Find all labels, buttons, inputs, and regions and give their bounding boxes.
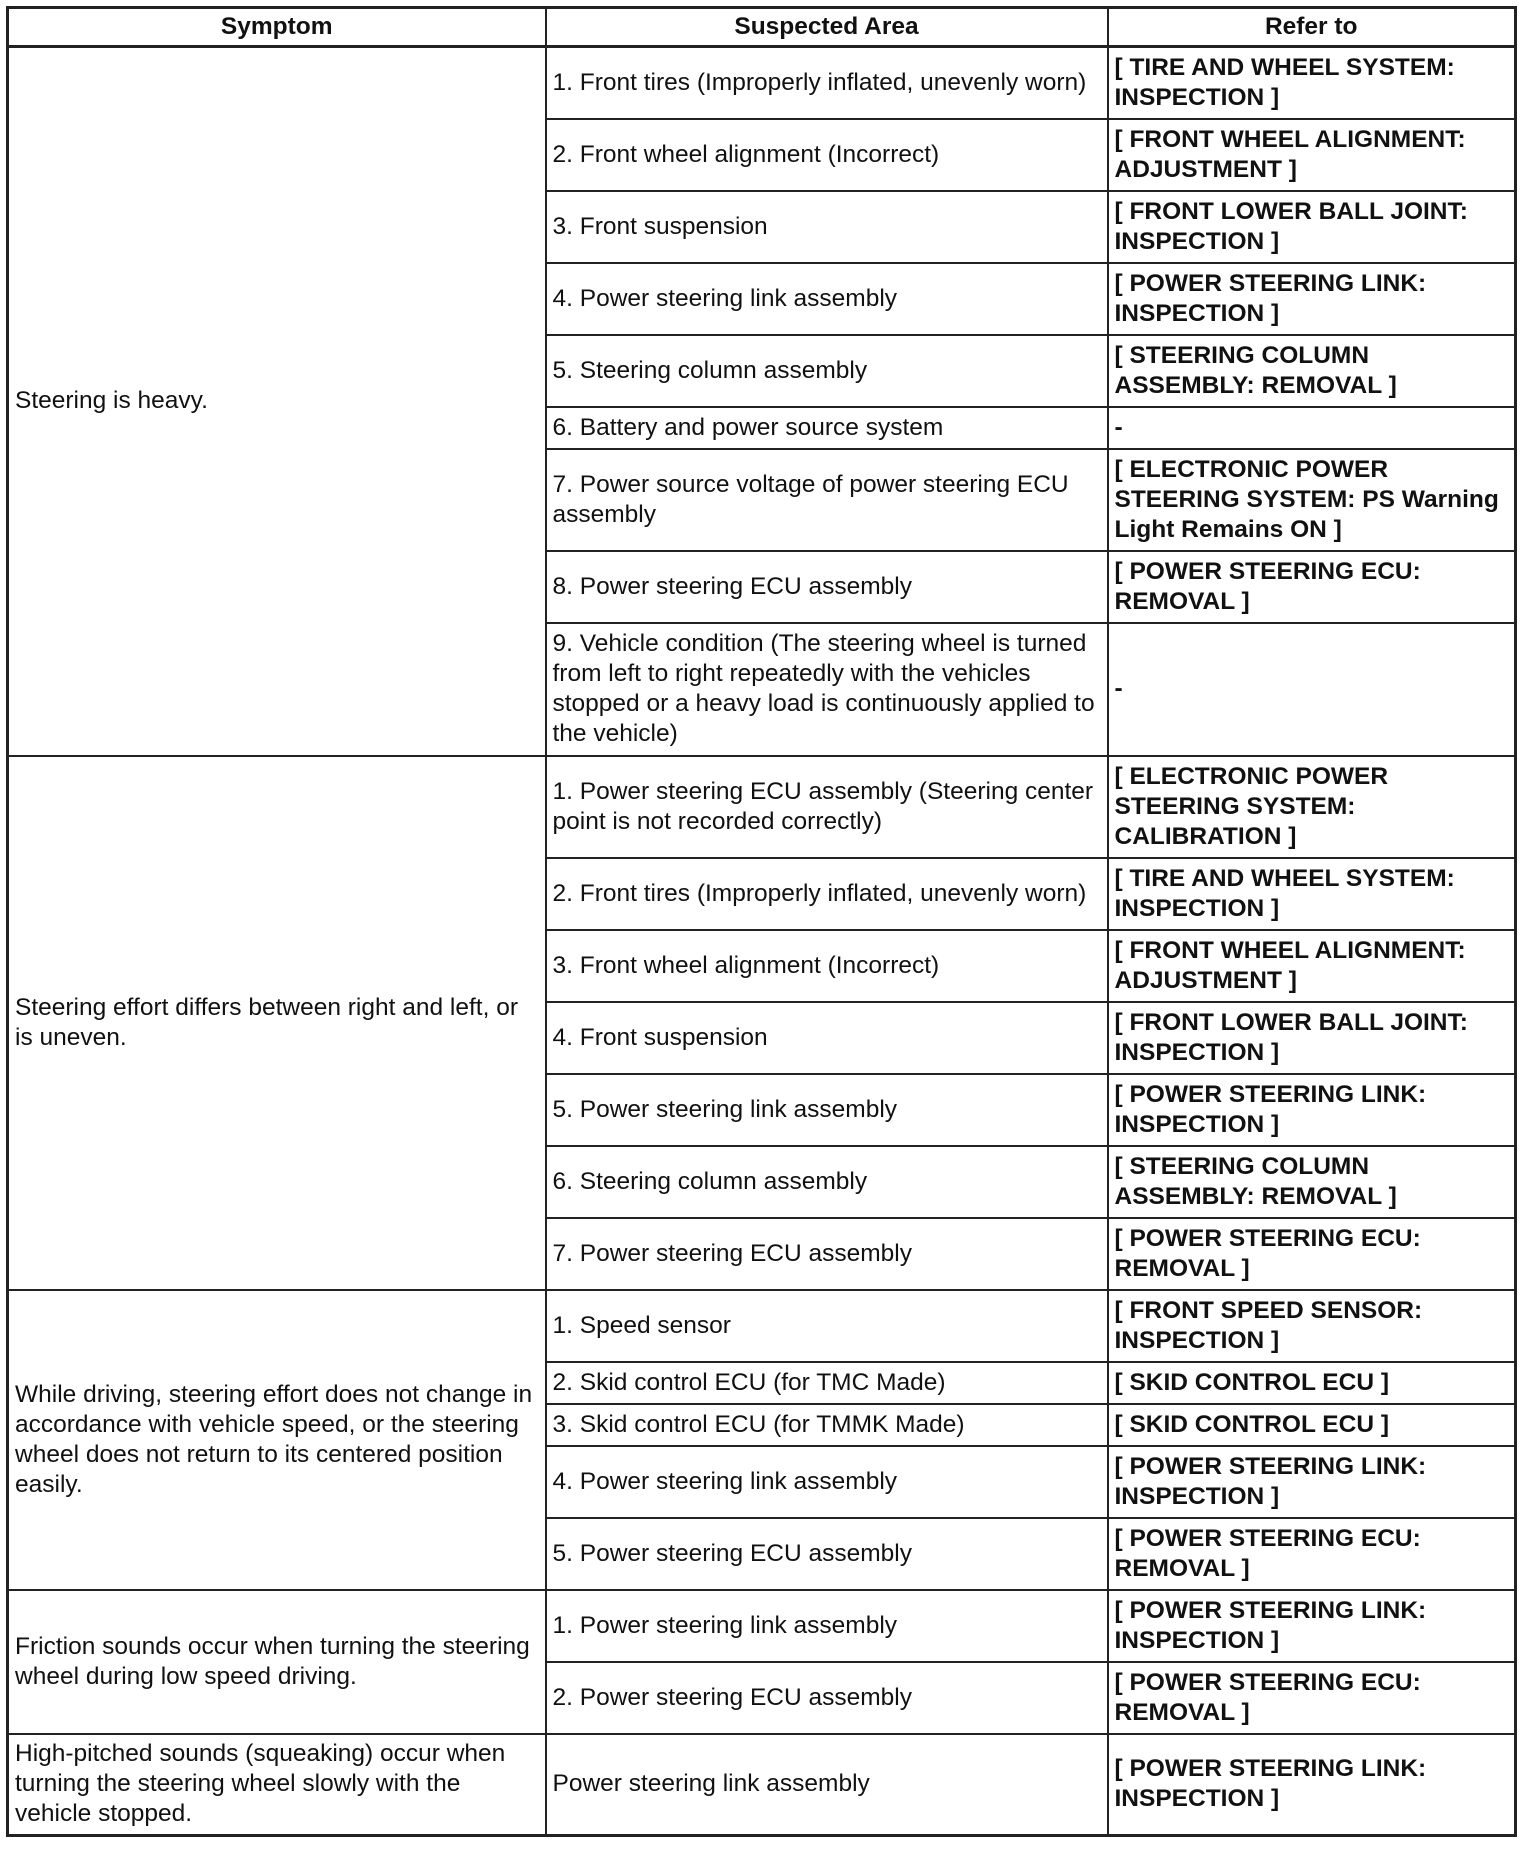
problem-symptoms-table: [6, 6, 1517, 1837]
suspected-area-cell: 5. Steering column assembly: [546, 335, 1108, 407]
refer-to-link[interactable]: [ POWER STEERING ECU: REMOVAL ]: [1108, 1518, 1516, 1590]
table-body: [8, 47, 1516, 1836]
header-row: [8, 8, 1516, 47]
suspected-area-cell: 2. Skid control ECU (for TMC Made): [546, 1362, 1108, 1404]
refer-to-link[interactable]: [ ELECTRONIC POWER STEERING SYSTEM: CALIBRATION ]: [1108, 756, 1516, 858]
suspected-area-cell: 1. Front tires (Improperly inflated, unevenly worn): [546, 47, 1108, 119]
refer-to-link[interactable]: [ FRONT WHEEL ALIGNMENT: ADJUSTMENT ]: [1108, 119, 1516, 191]
refer-to-link[interactable]: [ POWER STEERING LINK: INSPECTION ]: [1108, 1590, 1516, 1662]
table-row: [8, 1590, 1516, 1662]
refer-to-link[interactable]: [ ELECTRONIC POWER STEERING SYSTEM: PS Warning Light Remains ON ]: [1108, 449, 1516, 551]
refer-to-link[interactable]: [ FRONT WHEEL ALIGNMENT: ADJUSTMENT ]: [1108, 930, 1516, 1002]
refer-to-link[interactable]: [ POWER STEERING LINK: INSPECTION ]: [1108, 1734, 1516, 1836]
refer-to-link[interactable]: [ FRONT SPEED SENSOR: INSPECTION ]: [1108, 1290, 1516, 1362]
symptom-cell: Friction sounds occur when turning the steering wheel during low speed driving.: [8, 1590, 546, 1734]
suspected-area-cell: 2. Front tires (Improperly inflated, unevenly worn): [546, 858, 1108, 930]
refer-to-link[interactable]: [ FRONT LOWER BALL JOINT: INSPECTION ]: [1108, 1002, 1516, 1074]
suspected-area-cell: 8. Power steering ECU assembly: [546, 551, 1108, 623]
refer-to-link[interactable]: [ FRONT LOWER BALL JOINT: INSPECTION ]: [1108, 191, 1516, 263]
refer-to-link: -: [1108, 407, 1516, 449]
suspected-area-cell: 3. Skid control ECU (for TMMK Made): [546, 1404, 1108, 1446]
table-row: [8, 1290, 1516, 1362]
suspected-area-cell: 1. Speed sensor: [546, 1290, 1108, 1362]
table-row: [8, 47, 1516, 119]
suspected-area-cell: 4. Power steering link assembly: [546, 263, 1108, 335]
suspected-area-cell: 1. Power steering ECU assembly (Steering center point is not recorded correctly): [546, 756, 1108, 858]
refer-to-link[interactable]: [ POWER STEERING LINK: INSPECTION ]: [1108, 1446, 1516, 1518]
suspected-area-cell: Power steering link assembly: [546, 1734, 1108, 1836]
symptom-cell: Steering is heavy.: [8, 47, 546, 756]
symptom-cell: While driving, steering effort does not change in accordance with vehicle speed, or the steering wheel does not return to its centered position easily.: [8, 1290, 546, 1590]
refer-to-link[interactable]: [ POWER STEERING ECU: REMOVAL ]: [1108, 1662, 1516, 1734]
refer-to-link[interactable]: [ POWER STEERING LINK: INSPECTION ]: [1108, 263, 1516, 335]
table-header: [8, 8, 1516, 47]
refer-to-link[interactable]: [ POWER STEERING ECU: REMOVAL ]: [1108, 551, 1516, 623]
suspected-area-cell: 3. Front wheel alignment (Incorrect): [546, 930, 1108, 1002]
troubleshooting-table-wrapper: [6, 6, 1514, 1837]
refer-to-link: -: [1108, 623, 1516, 756]
suspected-area-cell: 4. Power steering link assembly: [546, 1446, 1108, 1518]
suspected-area-cell: 5. Power steering ECU assembly: [546, 1518, 1108, 1590]
refer-to-link[interactable]: [ POWER STEERING LINK: INSPECTION ]: [1108, 1074, 1516, 1146]
suspected-area-cell: 7. Power source voltage of power steering ECU assembly: [546, 449, 1108, 551]
table-row: [8, 1734, 1516, 1836]
header-suspected-area: Suspected Area: [546, 8, 1108, 47]
refer-to-link[interactable]: [ TIRE AND WHEEL SYSTEM: INSPECTION ]: [1108, 858, 1516, 930]
refer-to-link[interactable]: [ SKID CONTROL ECU ]: [1108, 1362, 1516, 1404]
suspected-area-cell: 9. Vehicle condition (The steering wheel is turned from left to right repeatedly with the vehicles stopped or a heavy load is continuously applied to the vehicle): [546, 623, 1108, 756]
header-symptom: Symptom: [8, 8, 546, 47]
suspected-area-cell: 2. Power steering ECU assembly: [546, 1662, 1108, 1734]
refer-to-link[interactable]: [ SKID CONTROL ECU ]: [1108, 1404, 1516, 1446]
refer-to-link[interactable]: [ POWER STEERING ECU: REMOVAL ]: [1108, 1218, 1516, 1290]
suspected-area-cell: 7. Power steering ECU assembly: [546, 1218, 1108, 1290]
suspected-area-cell: 3. Front suspension: [546, 191, 1108, 263]
symptom-cell: High-pitched sounds (squeaking) occur when turning the steering wheel slowly with the vehicle stopped.: [8, 1734, 546, 1836]
suspected-area-cell: 1. Power steering link assembly: [546, 1590, 1108, 1662]
symptom-cell: Steering effort differs between right and left, or is uneven.: [8, 756, 546, 1290]
suspected-area-cell: 2. Front wheel alignment (Incorrect): [546, 119, 1108, 191]
refer-to-link[interactable]: [ STEERING COLUMN ASSEMBLY: REMOVAL ]: [1108, 335, 1516, 407]
suspected-area-cell: 6. Steering column assembly: [546, 1146, 1108, 1218]
suspected-area-cell: 6. Battery and power source system: [546, 407, 1108, 449]
refer-to-link[interactable]: [ STEERING COLUMN ASSEMBLY: REMOVAL ]: [1108, 1146, 1516, 1218]
table-row: [8, 756, 1516, 858]
suspected-area-cell: 5. Power steering link assembly: [546, 1074, 1108, 1146]
header-refer-to: Refer to: [1108, 8, 1516, 47]
suspected-area-cell: 4. Front suspension: [546, 1002, 1108, 1074]
refer-to-link[interactable]: [ TIRE AND WHEEL SYSTEM: INSPECTION ]: [1108, 47, 1516, 119]
